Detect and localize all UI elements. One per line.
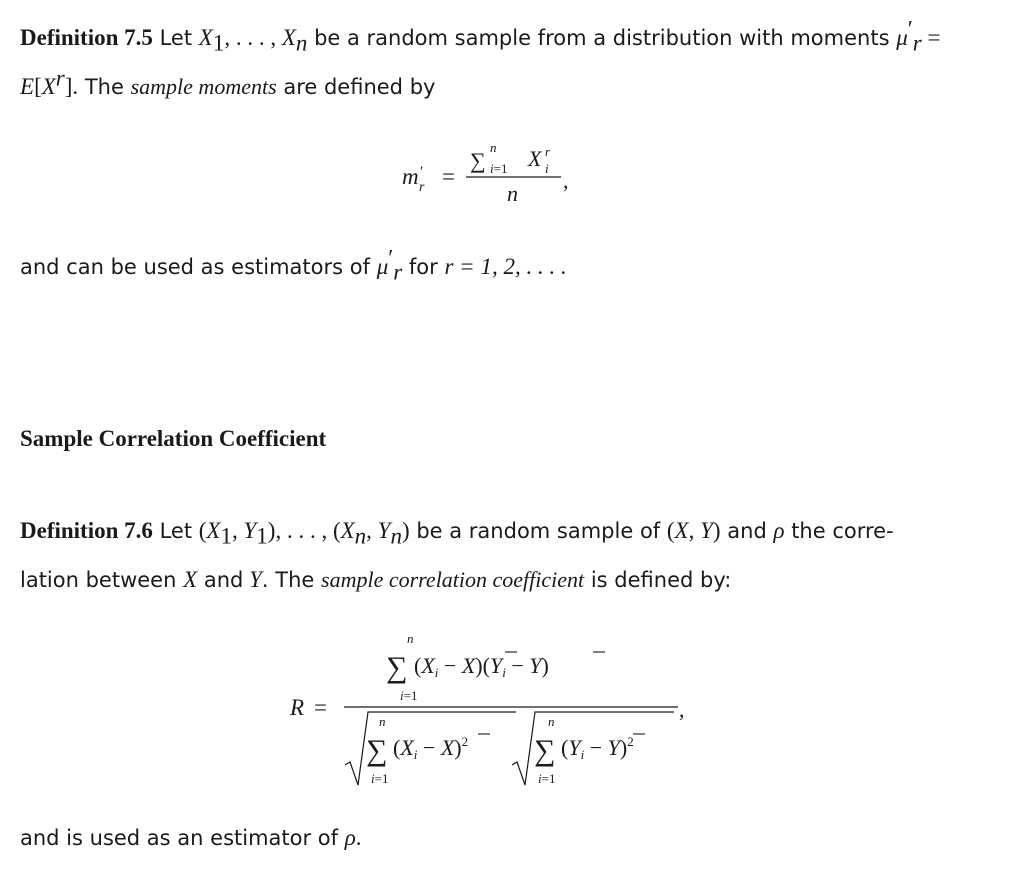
def76-rho-end: ρ.	[344, 825, 362, 850]
def75-text-the: The	[84, 75, 124, 99]
def76-text-and2: and	[203, 568, 244, 592]
formula-comma: ,	[563, 168, 569, 193]
def76-text-let: Let	[159, 519, 193, 543]
svg-text:i=1: i=1	[400, 688, 418, 703]
svg-text:n: n	[407, 631, 414, 646]
correlation-numerator	[386, 631, 605, 703]
def76-label: Definition 7.6	[20, 518, 153, 543]
def76-text-sample: be a random sample of	[416, 519, 661, 543]
svg-text:i=1: i=1	[371, 771, 389, 786]
svg-text:(Xi − X)2: $(Xi - X)^2$	[393, 734, 469, 762]
def75-x-sequence: $X_1$, . . . , $X_n$	[198, 25, 308, 56]
def75-text-let: Let	[159, 26, 193, 50]
svg-text:=: =	[442, 164, 455, 189]
def76-xy: (X, Y)	[666, 518, 721, 543]
def75-mu-r-prime: $\mu'_r$ =	[896, 16, 941, 56]
def75-sample-moments: sample moments	[130, 74, 277, 99]
svg-text:(Yi − Y)2: $(Yi - Y)^2$	[561, 734, 634, 762]
svg-text:n: n	[490, 140, 497, 155]
def75-r-values: r = 1, 2, . . . .	[444, 254, 567, 279]
svg-text:′: ′	[420, 164, 424, 180]
def76-text-and: and	[727, 519, 767, 543]
svg-text:r: r	[545, 144, 551, 159]
def76-after-line	[20, 826, 362, 849]
moment-denominator: n	[507, 181, 518, 206]
svg-text:i=1: i=1	[490, 161, 508, 176]
svg-text:X: X	[528, 146, 542, 171]
def76-text-lation: lation between	[20, 568, 177, 592]
svg-text:∑: ∑	[366, 734, 388, 767]
svg-text:i=1: i=1	[538, 771, 556, 786]
svg-text:∑: ∑	[470, 148, 486, 173]
formula-comma: ,	[679, 697, 685, 722]
section-title: Sample Correlation Coefficient	[20, 426, 327, 451]
def76-text-corre: the corre-	[791, 519, 894, 543]
svg-text:∑: ∑	[534, 734, 556, 767]
def76-text-the: . The	[261, 568, 315, 592]
def76-pairs: ($X_1$, $Y_1$), . . . , ($X_n$, $Y_n$)	[198, 518, 410, 549]
def75-expectation: $E[X^r]$.	[20, 65, 79, 99]
svg-text:n: n	[548, 714, 555, 729]
svg-text:i: i	[545, 161, 549, 176]
svg-text:∑: ∑	[386, 651, 408, 684]
r-equals	[289, 695, 327, 720]
correlation-denominator	[345, 712, 674, 786]
def76-y: Y	[243, 567, 262, 592]
def76-x: X	[183, 567, 198, 592]
def76-rho: ρ	[773, 518, 785, 543]
def75-text-defined: are defined by	[283, 75, 436, 99]
svg-text:=: =	[314, 695, 327, 720]
svg-text:m: m	[402, 164, 419, 189]
def75-text-for: for	[408, 255, 438, 279]
def75-text-estimators: and can be used as estimators of	[20, 255, 370, 279]
def75-mu-r-prime-2: $\mu'_r$	[376, 245, 403, 285]
def75-label: Definition 7.5	[20, 25, 153, 50]
svg-text:(Xi − X)(Yi − Y): (Xi − X)(Yi − Y)	[414, 653, 549, 680]
def76-text-estimator: and is used as an estimator of	[20, 826, 339, 850]
def76-text-defined: is defined by:	[590, 568, 732, 592]
def76-sample-corr: sample correlation coefficient	[321, 567, 585, 592]
svg-text:n: n	[379, 714, 386, 729]
svg-text:r: r	[419, 180, 425, 195]
svg-text:R: R	[290, 695, 305, 720]
def75-text-sample: be a random sample from a distribution with moments	[314, 26, 890, 50]
